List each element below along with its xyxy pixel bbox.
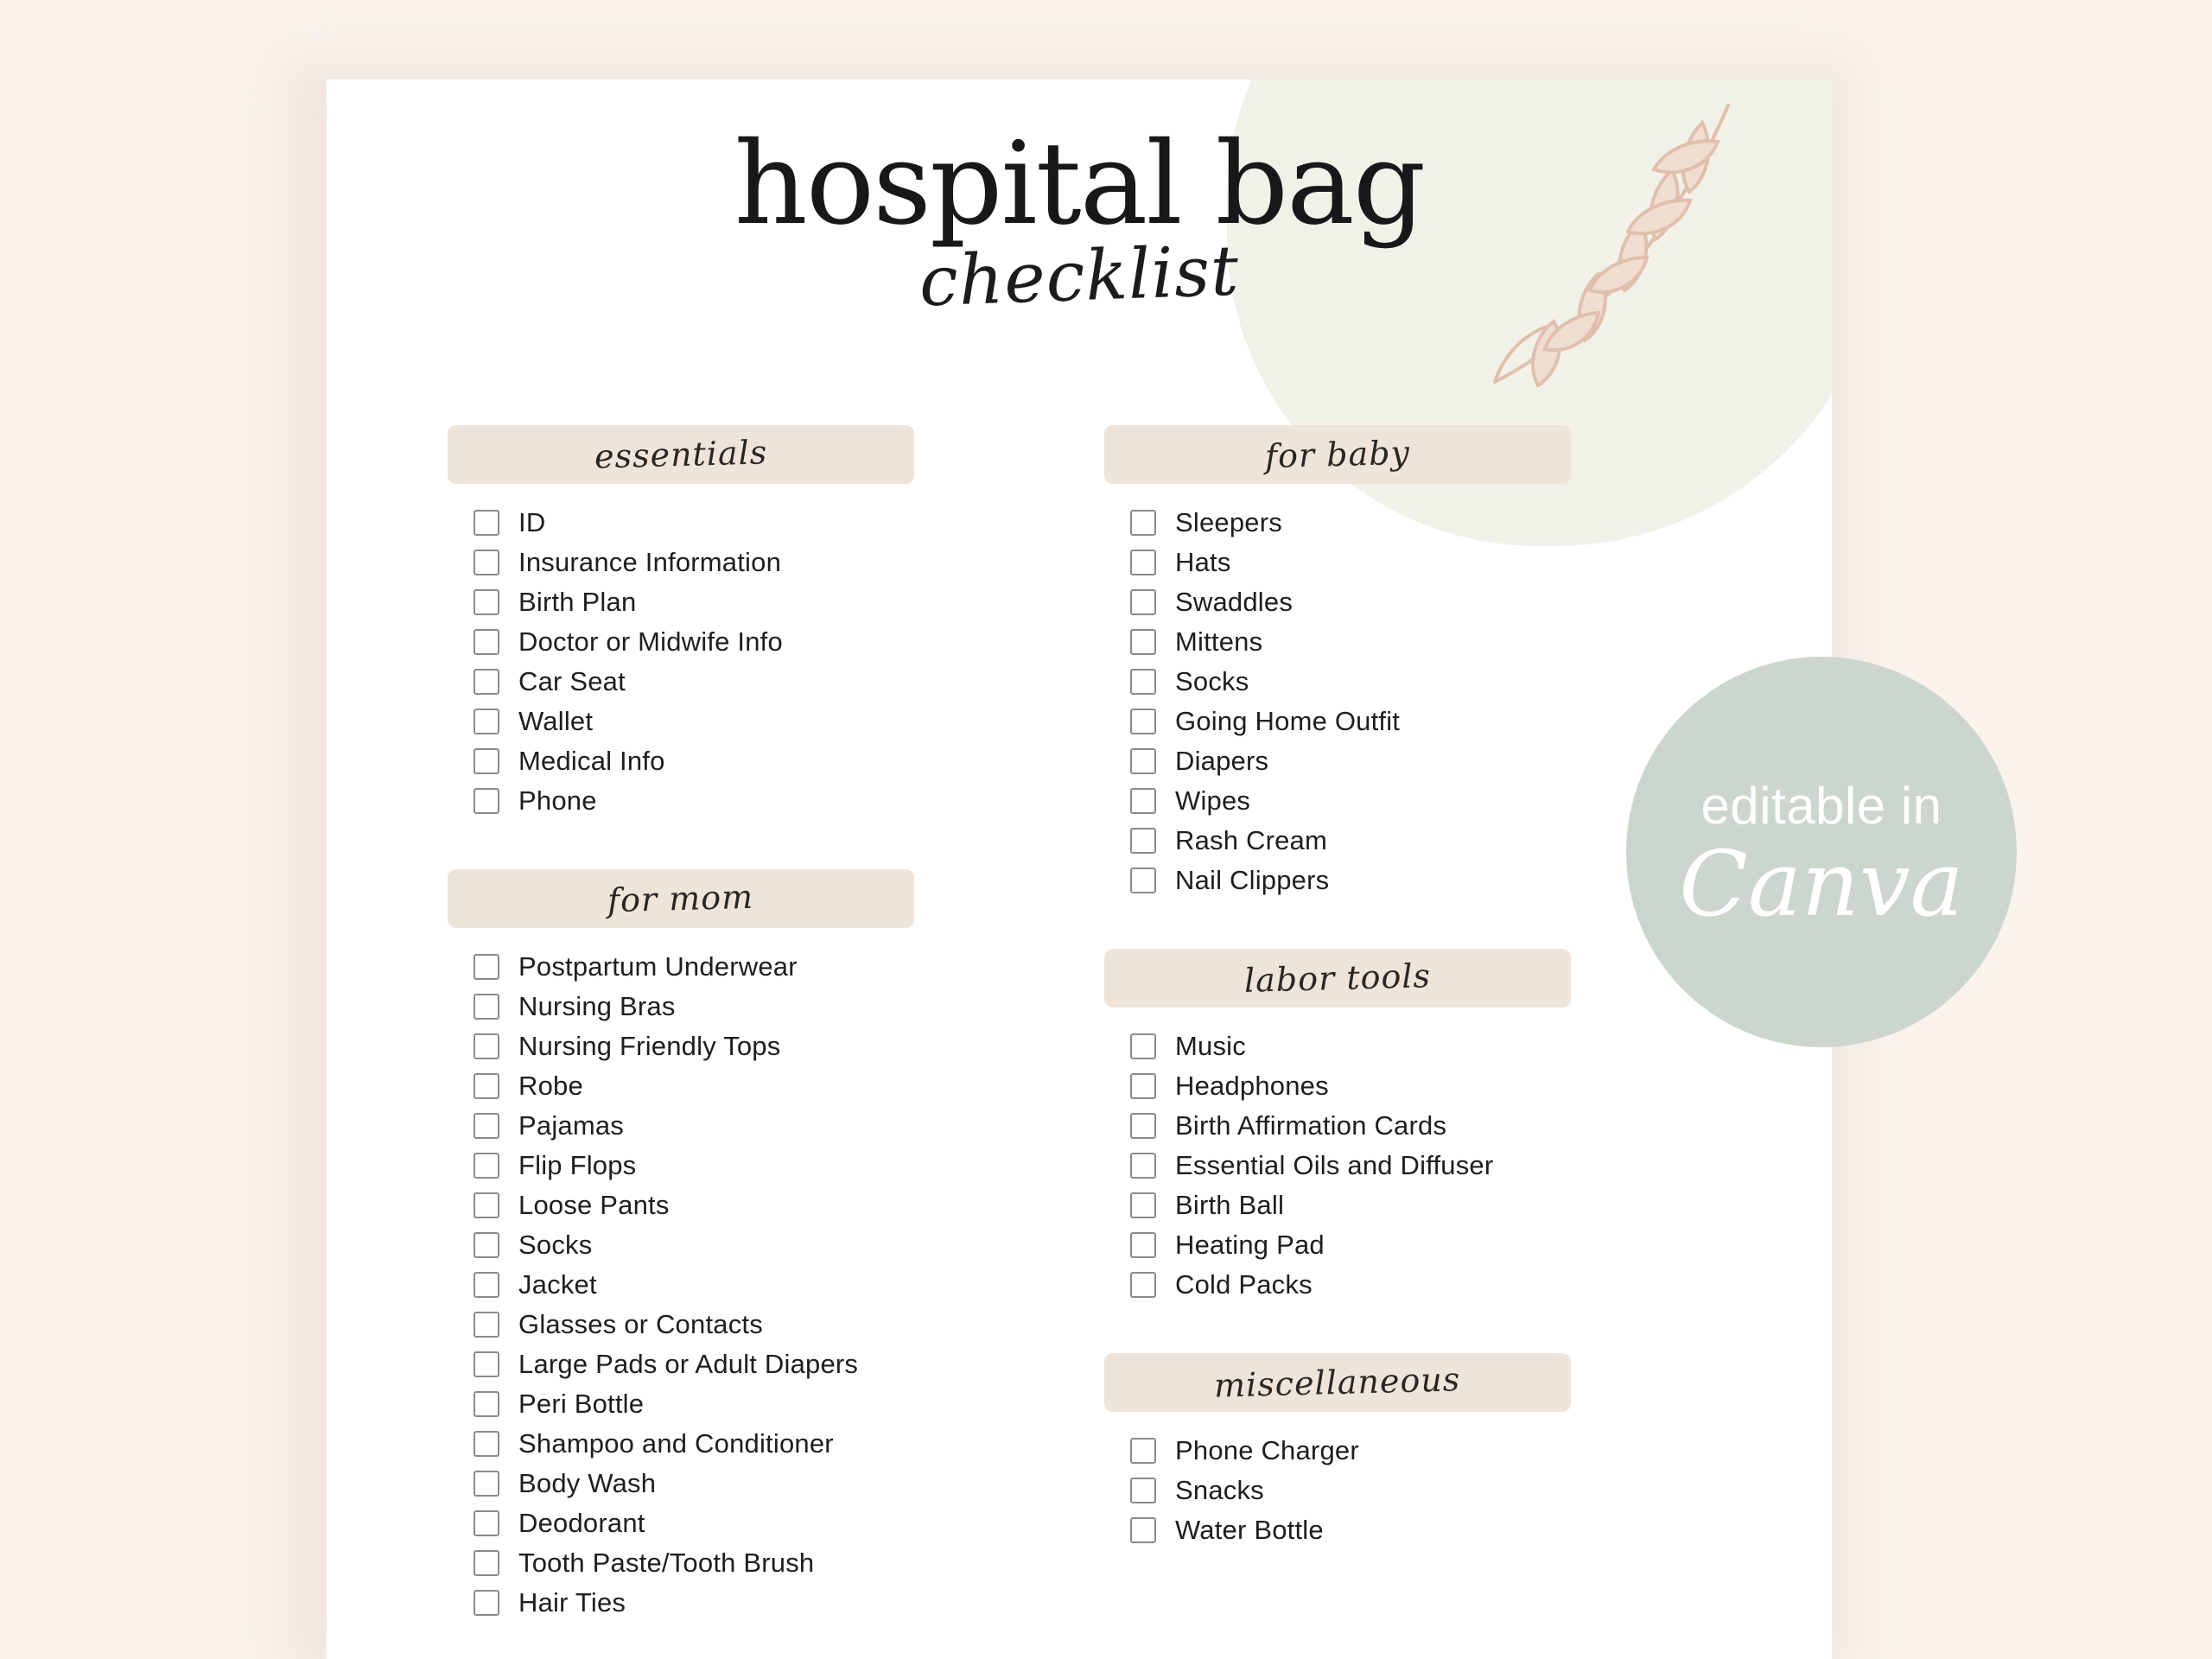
list-item[interactable] <box>1104 1185 1709 1225</box>
list-item[interactable] <box>1104 543 1709 582</box>
checkbox-icon[interactable] <box>474 1351 499 1377</box>
checklist-section-for-baby <box>1104 425 1709 900</box>
list-item[interactable] <box>1104 821 1709 861</box>
list-item-label: Birth Affirmation Cards <box>1175 1110 1447 1141</box>
badge-line-1: editable in <box>1700 776 1942 835</box>
list-item[interactable] <box>1104 1066 1709 1106</box>
list-item-label: Doctor or Midwife Info <box>518 626 783 657</box>
list-item[interactable] <box>1104 1225 1709 1265</box>
checkbox-icon[interactable] <box>1130 1438 1156 1464</box>
list-item-label: Water Bottle <box>1175 1515 1324 1545</box>
checkbox-icon[interactable] <box>474 954 499 980</box>
list-item-label: Diapers <box>1175 746 1269 776</box>
list-item-label: Birth Plan <box>518 587 637 617</box>
list-item[interactable] <box>448 1106 1052 1146</box>
list-item[interactable] <box>1104 781 1709 821</box>
checklist-section-labor-tools <box>1104 949 1709 1305</box>
list-item-label: Deodorant <box>518 1508 645 1538</box>
checkbox-icon[interactable] <box>474 1471 499 1497</box>
list-item[interactable] <box>448 1344 1052 1384</box>
checkbox-icon[interactable] <box>474 550 499 575</box>
checkbox-icon[interactable] <box>1130 1517 1156 1543</box>
list-item-label: ID <box>518 507 546 537</box>
list-item[interactable] <box>448 702 1052 741</box>
checkbox-icon[interactable] <box>1130 828 1156 854</box>
section-header-for-baby <box>1104 425 1571 484</box>
checkbox-icon[interactable] <box>474 1272 499 1298</box>
page-subtitle: checklist <box>918 230 1241 322</box>
list-item[interactable] <box>448 622 1052 662</box>
list-item[interactable] <box>1104 1265 1709 1305</box>
list-item-label: Headphones <box>1175 1071 1329 1101</box>
checkbox-icon[interactable] <box>1130 788 1156 814</box>
section-title-essentials: essentials <box>594 433 768 476</box>
section-title-for-baby: for baby <box>1264 433 1411 476</box>
list-item-label: Nursing Friendly Tops <box>518 1031 781 1061</box>
list-item-label: Mittens <box>1175 626 1263 657</box>
list-item-label: Phone <box>518 785 597 816</box>
checkbox-icon[interactable] <box>474 1113 499 1139</box>
list-item-label: Car Seat <box>518 666 626 696</box>
list-item[interactable] <box>1104 622 1709 662</box>
checkbox-icon[interactable] <box>474 1312 499 1338</box>
checkbox-icon[interactable] <box>1130 1232 1156 1258</box>
list-item-label: Wallet <box>518 706 594 736</box>
list-item[interactable] <box>448 1384 1052 1424</box>
list-item-label: Postpartum Underwear <box>518 951 798 982</box>
list-item[interactable] <box>1104 1027 1709 1066</box>
list-item-label: Robe <box>518 1071 583 1101</box>
list-item-label: Snacks <box>1175 1475 1264 1505</box>
list-item-label: Jacket <box>518 1269 597 1300</box>
section-header-labor-tools <box>1104 949 1571 1007</box>
list-item-label: Wipes <box>1175 785 1251 816</box>
checkbox-icon[interactable] <box>1130 1073 1156 1099</box>
list-item[interactable] <box>448 543 1052 582</box>
checkbox-icon[interactable] <box>1130 1192 1156 1218</box>
list-item-label: Cold Packs <box>1175 1269 1313 1300</box>
list-item-label: Going Home Outfit <box>1175 706 1401 736</box>
list-item[interactable] <box>448 781 1052 821</box>
list-item[interactable] <box>448 741 1052 781</box>
list-item[interactable] <box>448 1305 1052 1344</box>
checkbox-icon[interactable] <box>1130 1113 1156 1139</box>
list-item[interactable] <box>448 1503 1052 1543</box>
list-item-label: Socks <box>1175 666 1249 696</box>
list-item[interactable] <box>448 1225 1052 1265</box>
checkbox-icon[interactable] <box>1130 1272 1156 1298</box>
checkbox-icon[interactable] <box>474 589 499 615</box>
list-item[interactable] <box>1104 861 1709 900</box>
checklist-column-left <box>448 425 1052 1659</box>
list-item-label: Sleepers <box>1175 507 1282 537</box>
list-item[interactable] <box>448 1185 1052 1225</box>
checkbox-icon[interactable] <box>474 1153 499 1179</box>
document-title-block <box>327 118 1832 322</box>
list-item[interactable] <box>448 1543 1052 1583</box>
checkbox-icon[interactable] <box>1130 589 1156 615</box>
editable-in-canva-badge <box>1626 657 2017 1047</box>
checklist-columns <box>327 425 1832 1659</box>
list-item-label: Phone Charger <box>1175 1435 1359 1465</box>
checklist-items-for-baby <box>1104 503 1709 900</box>
checkbox-icon[interactable] <box>474 510 499 536</box>
checkbox-icon[interactable] <box>474 669 499 695</box>
list-item-label: Nursing Bras <box>518 991 676 1021</box>
checkbox-icon[interactable] <box>1130 629 1156 655</box>
checkbox-icon[interactable] <box>1130 669 1156 695</box>
section-title-labor-tools: labor tools <box>1243 957 1432 1000</box>
list-item[interactable] <box>448 1066 1052 1106</box>
list-item-label: Flip Flops <box>518 1150 637 1180</box>
list-item[interactable] <box>1104 741 1709 781</box>
list-item[interactable] <box>448 662 1052 702</box>
checkbox-icon[interactable] <box>1130 868 1156 893</box>
list-item-label: Rash Cream <box>1175 825 1327 855</box>
checklist-items-for-mom <box>448 947 1052 1623</box>
list-item[interactable] <box>1104 582 1709 622</box>
section-title-for-mom: for mom <box>607 877 755 920</box>
list-item-label: Socks <box>518 1230 593 1260</box>
checklist-items-miscellaneous <box>1104 1431 1709 1550</box>
list-item-label: Pajamas <box>518 1110 625 1141</box>
checkbox-icon[interactable] <box>1130 709 1156 734</box>
list-item[interactable] <box>448 503 1052 543</box>
list-item[interactable] <box>448 582 1052 622</box>
printable-sheet <box>327 79 1832 1659</box>
section-header-miscellaneous <box>1104 1353 1571 1412</box>
checkbox-icon[interactable] <box>474 1073 499 1099</box>
list-item[interactable] <box>448 1027 1052 1066</box>
list-item-label: Swaddles <box>1175 587 1294 617</box>
checklist-items-essentials <box>448 503 1052 821</box>
list-item[interactable] <box>448 1146 1052 1185</box>
checkbox-icon[interactable] <box>474 1391 499 1417</box>
checkbox-icon[interactable] <box>1130 1478 1156 1503</box>
list-item-label: Body Wash <box>518 1468 657 1498</box>
list-item[interactable] <box>448 1583 1052 1623</box>
checklist-section-for-mom <box>448 869 1052 1623</box>
list-item-label: Music <box>1175 1031 1246 1061</box>
checkbox-icon[interactable] <box>1130 1153 1156 1179</box>
checklist-section-miscellaneous <box>1104 1353 1709 1550</box>
list-item[interactable] <box>448 947 1052 987</box>
list-item-label: Hair Ties <box>518 1587 626 1618</box>
badge-line-2: Canva <box>1679 830 1964 937</box>
list-item-label: Large Pads or Adult Diapers <box>518 1349 859 1379</box>
checkbox-icon[interactable] <box>474 788 499 814</box>
checkbox-icon[interactable] <box>474 1550 499 1576</box>
list-item[interactable] <box>448 1424 1052 1464</box>
section-title-miscellaneous: miscellaneous <box>1213 1360 1462 1405</box>
section-header-essentials <box>448 425 914 484</box>
checkbox-icon[interactable] <box>474 1590 499 1616</box>
list-item-label: Peri Bottle <box>518 1389 645 1419</box>
checkbox-icon[interactable] <box>474 629 499 655</box>
list-item-label: Shampoo and Conditioner <box>518 1428 834 1459</box>
page-title: hospital bag <box>734 118 1425 251</box>
checkbox-icon[interactable] <box>474 709 499 734</box>
list-item[interactable] <box>448 1265 1052 1305</box>
list-item[interactable] <box>1104 1510 1709 1550</box>
list-item-label: Tooth Paste/Tooth Brush <box>518 1548 815 1578</box>
section-header-for-mom <box>448 869 914 928</box>
list-item[interactable] <box>448 1464 1052 1503</box>
checklist-column-right <box>1104 425 1709 1599</box>
checkbox-icon[interactable] <box>474 1510 499 1536</box>
list-item[interactable] <box>1104 702 1709 741</box>
list-item-label: Glasses or Contacts <box>518 1309 763 1339</box>
checkbox-icon[interactable] <box>1130 1033 1156 1059</box>
checkbox-icon[interactable] <box>474 1192 499 1218</box>
list-item-label: Heating Pad <box>1175 1230 1325 1260</box>
list-item[interactable] <box>1104 1431 1709 1471</box>
list-item[interactable] <box>1104 1106 1709 1146</box>
checkbox-icon[interactable] <box>1130 510 1156 536</box>
checklist-section-essentials <box>448 425 1052 821</box>
checkbox-icon[interactable] <box>1130 748 1156 774</box>
checkbox-icon[interactable] <box>474 748 499 774</box>
list-item-label: Insurance Information <box>518 547 782 577</box>
list-item[interactable] <box>1104 662 1709 702</box>
list-item-label: Loose Pants <box>518 1190 670 1220</box>
list-item-label: Nail Clippers <box>1175 865 1330 895</box>
checkbox-icon[interactable] <box>474 1431 499 1457</box>
list-item-label: Medical Info <box>518 746 665 776</box>
list-item[interactable] <box>1104 1146 1709 1185</box>
checkbox-icon[interactable] <box>474 994 499 1020</box>
list-item-label: Birth Ball <box>1175 1190 1285 1220</box>
checklist-items-labor-tools <box>1104 1027 1709 1305</box>
checkbox-icon[interactable] <box>474 1033 499 1059</box>
list-item[interactable] <box>1104 1471 1709 1510</box>
checkbox-icon[interactable] <box>1130 550 1156 575</box>
list-item-label: Hats <box>1175 547 1231 577</box>
list-item[interactable] <box>1104 503 1709 543</box>
list-item-label: Essential Oils and Diffuser <box>1175 1150 1494 1180</box>
checkbox-icon[interactable] <box>474 1232 499 1258</box>
list-item[interactable] <box>448 987 1052 1027</box>
